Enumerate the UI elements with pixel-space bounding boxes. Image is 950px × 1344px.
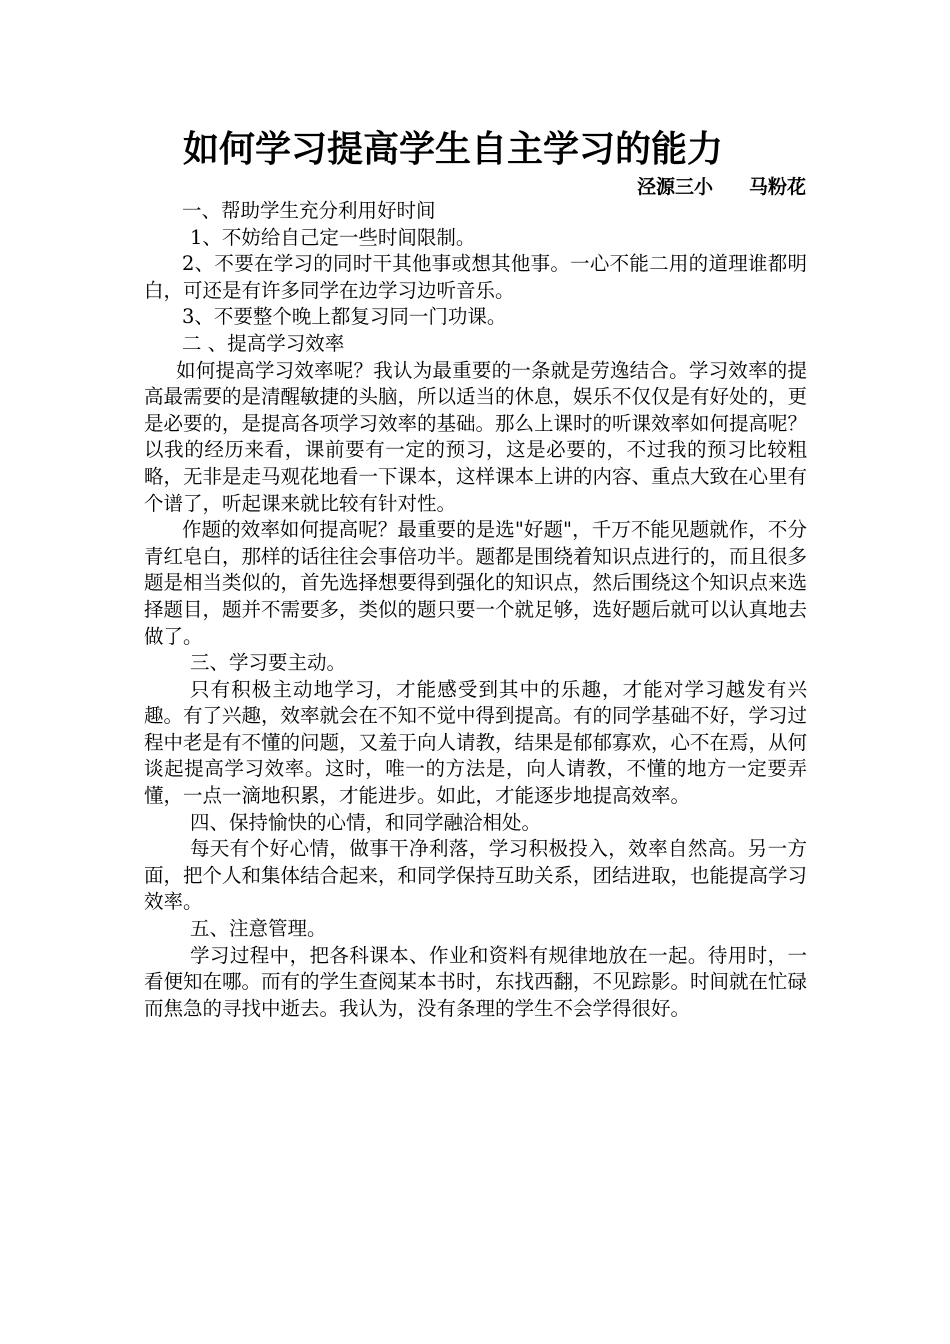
paragraph-management: 学习过程中，把各科课本、作业和资料有规律地放在一起。待用时，一看便知在哪。而有的学生查阅某本书时，东找西翻，不见踪影。时间就在忙碌而焦急的寻找中逝去。我认为，没有条理的学生不会学得很好。 — [144, 943, 808, 1020]
section-heading-2: 二 、提高学习效率 — [182, 331, 345, 355]
paragraph-exercises: 作题的效率如何提高呢？最重要的是选"好题"，千万不能见题就作，不分青红皂白，那样的话往往会事倍功半。题都是围绕着知识点进行的，而且很多题是相当类似的，首先选择想要得到强化的知识点，然后围绕这个知识点来选择题目，题并不需要多，类似的题只要一个就足够，选好题后就可以认真地去做了。 — [144, 518, 808, 648]
document-body — [144, 198, 807, 1022]
list-item-1: 1、不妨给自己定一些时间限制。 — [190, 225, 476, 249]
list-item-2: 2、不要在学习的同时干其他事或想其他事。一心不能二用的道理谁都明白，可还是有许多同学在边学习边听音乐。 — [144, 252, 807, 302]
school-name: 泾源三小 — [636, 176, 713, 198]
section-heading-5: 五、注意管理。 — [190, 917, 327, 941]
byline — [637, 174, 806, 200]
paragraph-efficiency: 如何提高学习效率呢？我认为最重要的一条就是劳逸结合。学习效率的提高最需要的是清醒敏捷的头脑，所以适当的休息，娱乐不仅仅是有好处的，更是必要的，是提高各项学习效率的基础。那么上课时的听课效率如何提高呢？以我的经历来看，课前要有一定的预习，这是必要的，不过我的预习比较粗略，无非是走马观花地看一下课本，这样课本上讲的内容、重点大致在心里有个谱了，听起课来就比较有针对性。 — [144, 358, 808, 515]
section-heading-4: 四、保持愉快的心情，和同学融洽相处。 — [190, 810, 542, 834]
section-heading-1: 一、帮助学生充分利用好时间 — [182, 199, 436, 222]
author-name: 马粉花 — [748, 176, 806, 198]
paragraph-initiative: 只有积极主动地学习，才能感受到其中的乐趣，才能对学习越发有兴趣。有了兴趣，效率就会在不知不觉中得到提高。有的同学基础不好，学习过程中老是有不懂的问题，又羞于向人请教，结果是郁郁寡欢，心不在焉，从何谈起提高学习效率。这时，唯一的方法是，向人请教，不懂的地方一定要弄懂，一点一滴地积累，才能进步。如此，才能逐步地提高效率。 — [144, 677, 808, 808]
document-title: 如何学习提高学生自主学习的能力 — [183, 129, 724, 170]
list-item-3: 3、不要整个晚上都复习同一门功课。 — [182, 305, 507, 329]
section-heading-3: 三、学习要主动。 — [190, 651, 347, 675]
paragraph-mood: 每天有个好心情，做事干净利落，学习积极投入，效率自然高。另一方面，把个人和集体结合起来，和同学保持互助关系，团结进取，也能提高学习效率。 — [144, 837, 808, 914]
